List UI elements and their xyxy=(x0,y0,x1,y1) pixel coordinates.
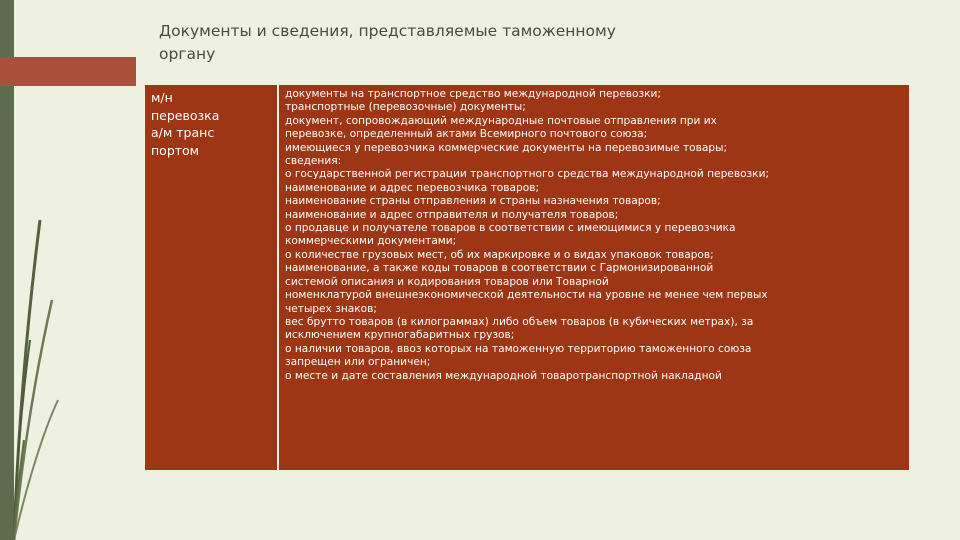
mode-line: м/н xyxy=(151,90,173,105)
documents-table xyxy=(143,83,911,472)
document-line: наименование, а также коды товаров в соответствии с Гармонизированной xyxy=(285,262,714,275)
document-line: транспортные (перевозочные) документы; xyxy=(285,101,526,114)
document-line: четырех знаков; xyxy=(285,302,377,315)
document-line: документы на транспортное средство международной перевозки; xyxy=(285,88,661,100)
document-line: перевозке, определенный актами Всемирного почтового союза; xyxy=(285,128,648,141)
document-line: наименование и адрес перевозчика товаров; xyxy=(285,181,540,194)
mode-line: портом xyxy=(151,142,200,158)
document-line: коммерческими документами; xyxy=(285,235,457,248)
transport-mode-cell xyxy=(144,84,278,471)
document-line: запрещен или ограничен; xyxy=(285,356,431,369)
document-line: о продавце и получателе товаров в соответствии с имеющимися у перевозчика xyxy=(285,222,736,235)
document-line: системой описания и кодирования товаров или Товарной xyxy=(285,275,609,288)
document-line: имеющиеся у перевозчика коммерческие документы на перевозимые товары; xyxy=(285,141,728,154)
document-line: документ, сопровождающий международные почтовые отправления при их xyxy=(285,114,717,127)
documents-cell xyxy=(278,84,910,471)
document-line: о наличии товаров, ввоз которых на таможенную территорию таможенного союза xyxy=(285,342,752,355)
document-line: исключением крупногабаритных грузов; xyxy=(285,329,515,342)
title-accent-bar xyxy=(0,57,136,86)
document-line: о месте и дате составления международной товаротранспортной накладной xyxy=(285,369,722,382)
document-line: наименование и адрес отправителя и получателя товаров; xyxy=(285,208,619,221)
document-line: вес брутто товаров (в килограммах) либо объем товаров (в кубических метрах), за xyxy=(285,315,754,328)
document-line: о количестве грузовых мест, об их маркировке и о видах упаковок товаров; xyxy=(285,248,714,261)
document-line: наименование страны отправления и страны назначения товаров; xyxy=(285,195,661,208)
title-line-1: Документы и сведения, представляемые таможенному xyxy=(159,22,616,40)
document-line: о государственной регистрации транспортного средства международной перевозки; xyxy=(285,168,770,181)
document-line: номенклатурой внешнеэкономической деятельности на уровне не менее чем первых xyxy=(285,289,768,302)
slide-title xyxy=(159,20,719,66)
title-line-2: органу xyxy=(159,45,216,63)
mode-line: а/м транс xyxy=(151,125,215,140)
mode-line: перевозка xyxy=(151,107,220,123)
document-line: сведения: xyxy=(285,155,342,168)
table-row xyxy=(144,84,910,471)
